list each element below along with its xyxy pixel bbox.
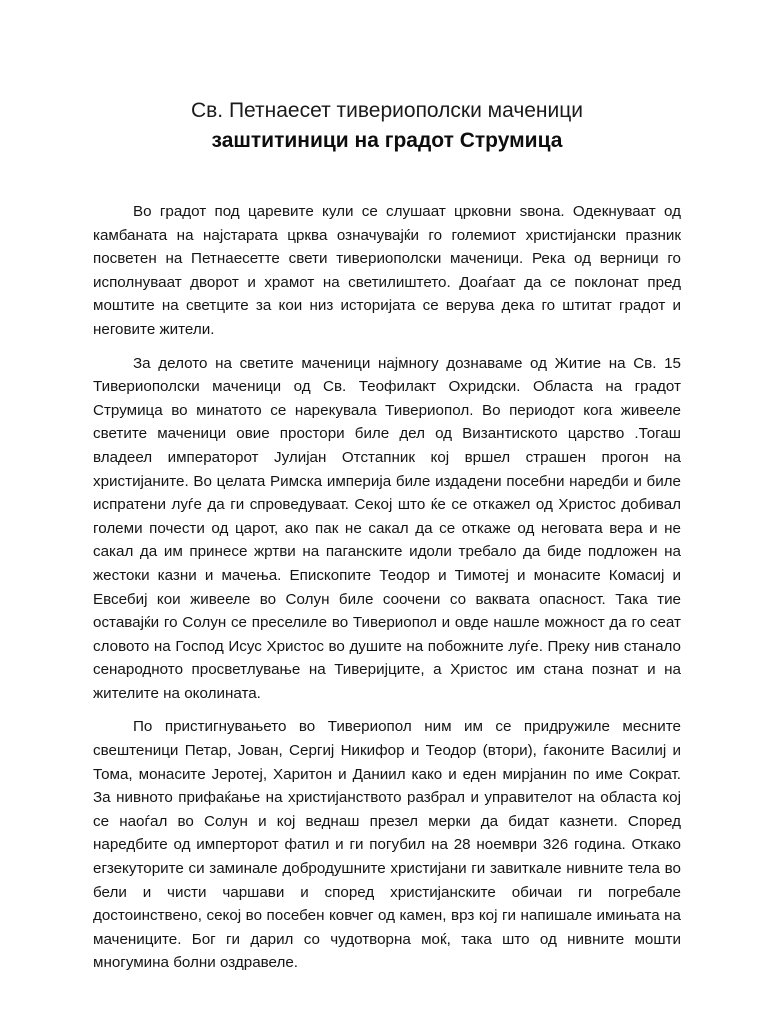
paragraph-3: По пристигнувањето во Тивериопол ним им се придружиле месните свештеници Петар, Јован, Сергиј Никифор и Теодор (втори), ѓаконите Василиј и Тома, монасите Јеротеј, Харитон и Даниил како и еден мирјанин по име Сократ. За нивното прифаќање на христијанството разбрал и управителот на областа кој се наоѓал во Солун и кој веднаш презел мерки да бидат казнети. Според наредбите од имперторот фатил и ги погубил на 28 ноември 326 година. Откако егзекуторите си заминале добродушните христијани ги завиткале нивните тела во бели и чисти чаршави и според христијанските обичаи ги погребале достоинствено, секој во посебен ковчег од камен, врз кој ги напишале имињата на мачениците. Бог ги дарил со чудотворна моќ, така што од нивните мошти многумина болни оздравеле.	[93, 718, 681, 972]
document-title	[93, 96, 681, 156]
paragraph-2: За делото на светите маченици најмногу дознаваме од Житие на Св. 15 Тивериополски маченици од Св. Теофилакт Охридски. Областа на градот Струмица во минатото се нарекувала Тивериопол. Во периодот кога живееле светите маченици овие простори биле дел од Византиското царство .Тогаш владеел императорот Јулијан Отстапник кој вршел страшен прогон на христијаните. Во целата Римска империја биле издадени посебни наредби и биле испратени луѓе да ги спроведуваат. Секој што ќе се откажел од Христос добивал големи почести од царот, ако пак не сакал да се откаже од неговата вера и не сакал да им принесе жртви на паганските идоли требало да биде подложен на жестоки казни и мачења. Епископите Теодор и Тимотеј и монасите Комасиј и Евсебиј кои живееле во Солун биле соочени со ваквата опасност. Така тие оставајќи го Солун се преселиле во Тивериопол и овде нашле можност да го сеат словото на Господ Исус Христос во душите на побожните луѓе. Преку нив станало сенародното просветлување на Тиверијците, а Христос им стана познат и на жителите на околината.	[93, 354, 681, 702]
title-line-2: заштитиници на градот Струмица	[211, 129, 563, 152]
title-line-1: Св. Петнаесет тивериополски маченици	[190, 99, 584, 122]
paragraph-1: Во градот под царевите кули се слушаат црковни ѕвона. Одекнуваат од камбаната на најстарата црква означувајќи го големиот христијански празник посветен на Петнаесетте свети тивериополски маченици. Река од верници го исполнуваат дворот и храмот на светилиштето. Доаѓаат да се поклонат пред моштите на светците за кои низ историјата се верува дека го штитат градот и неговите жители.	[93, 203, 681, 338]
